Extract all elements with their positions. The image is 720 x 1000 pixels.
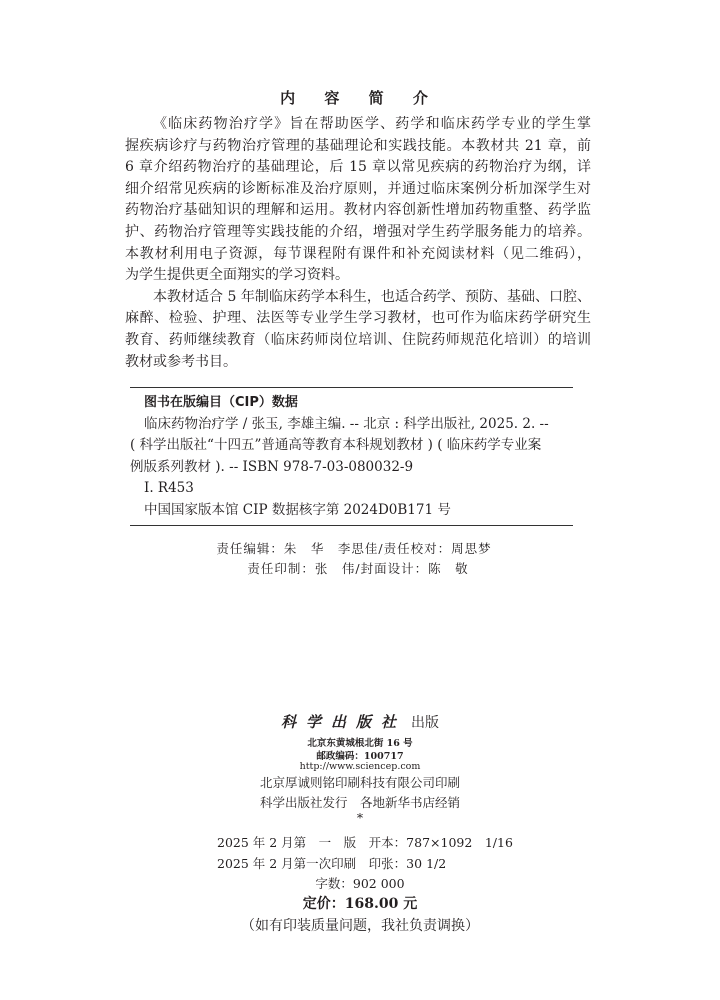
summary-line: 为学生提供更全面翔实的学习资料。: [125, 267, 349, 284]
price: 定价：168.00 元: [302, 896, 418, 912]
separator: *: [356, 810, 364, 825]
cip-line: 中国国家版本馆 CIP 数据核字第 2024D0B171 号: [144, 501, 451, 518]
summary-line: 6 章介绍药物治疗的基础理论，后 15 章以常见疾病的药物治疗为纲，详: [125, 159, 591, 176]
summary-line: 本教材利用电子资源，每节课程附有课件和补充阅读材料（见二维码），: [125, 245, 591, 262]
printer: 北京厚诚则铭印刷科技有限公司印刷: [259, 775, 460, 790]
summary-body: [125, 114, 591, 373]
impression-info: 2025 年 2 月第一次印刷 印张：30 1/2: [217, 856, 447, 871]
cip-bottom-rule: [130, 525, 573, 526]
credits-editors: 责任编辑：朱 华 李思佳/责任校对：周思梦: [216, 541, 492, 556]
publisher-logo: 科学出版社: [280, 713, 406, 731]
cip-line: 例版系列教材 ). -- ISBN 978-7-03-080032-9: [130, 458, 414, 475]
summary-line: 《临床药物治疗学》旨在帮助医学、药学和临床药学专业的学生掌: [153, 116, 591, 132]
summary-title: 内 容 简 介: [280, 89, 440, 107]
quality-notice: （如有印装质量问题，我社负责调换）: [241, 918, 479, 934]
summary-line: 本教材适合 5 年制临床药学本科生，也适合药学、预防、基础、口腔、: [153, 288, 591, 305]
summary-line: 教材或参考书目。: [125, 353, 237, 370]
cip-block: [130, 392, 573, 521]
cip-line: Ⅰ. R453: [144, 480, 194, 496]
summary-line: 细介绍常见疾病的诊断标准及治疗原则，并通过临床案例分析加深学生对: [125, 180, 591, 197]
summary-line: 药物治疗基础知识的理解和运用。教材内容创新性增加药物重整、药学监: [125, 202, 591, 219]
publisher-postcode: 邮政编码：100717: [316, 751, 404, 762]
cip-line: ( 科学出版社“十四五”普通高等教育本科规划教材 ) ( 临床药学专业案: [130, 437, 542, 453]
summary-line: 护、药物治疗管理等实践技能的介绍，增强对学生药学服务能力的培养。: [125, 223, 591, 240]
summary-line: 握疾病诊疗与药物治疗管理的基础理论和实践技能。本教材共 21 章，前: [125, 137, 591, 154]
summary-line: 教育、药师继续教育（临床药师岗位培训、住院药师规范化培训）的培训: [125, 331, 591, 348]
cip-line: 临床药物治疗学 / 张玉, 李雄主编. -- 北京 : 科学出版社, 2025. 2. --: [144, 415, 549, 432]
publish-label: 出版: [411, 715, 440, 731]
summary-line: 麻醉、检验、护理、法医等专业学生学习教材，也可作为临床药学研究生: [125, 310, 591, 327]
publisher-url: http://www.sciencep.com: [299, 761, 421, 772]
cip-heading: 图书在版编目（CIP）数据: [144, 395, 298, 410]
publisher-line: [0, 711, 720, 732]
publisher-address: 北京东黄城根北街 16 号: [307, 738, 413, 749]
word-count: 字数：902 000: [315, 876, 405, 891]
cip-top-rule: [130, 387, 573, 388]
distribution: 科学出版社发行 各地新华书店经销: [259, 795, 460, 810]
credits-printing: 责任印制：张 伟/封面设计：陈 敬: [247, 561, 469, 576]
edition-info: 2025 年 2 月第 一 版 开本：787×1092 1/16: [217, 835, 513, 850]
